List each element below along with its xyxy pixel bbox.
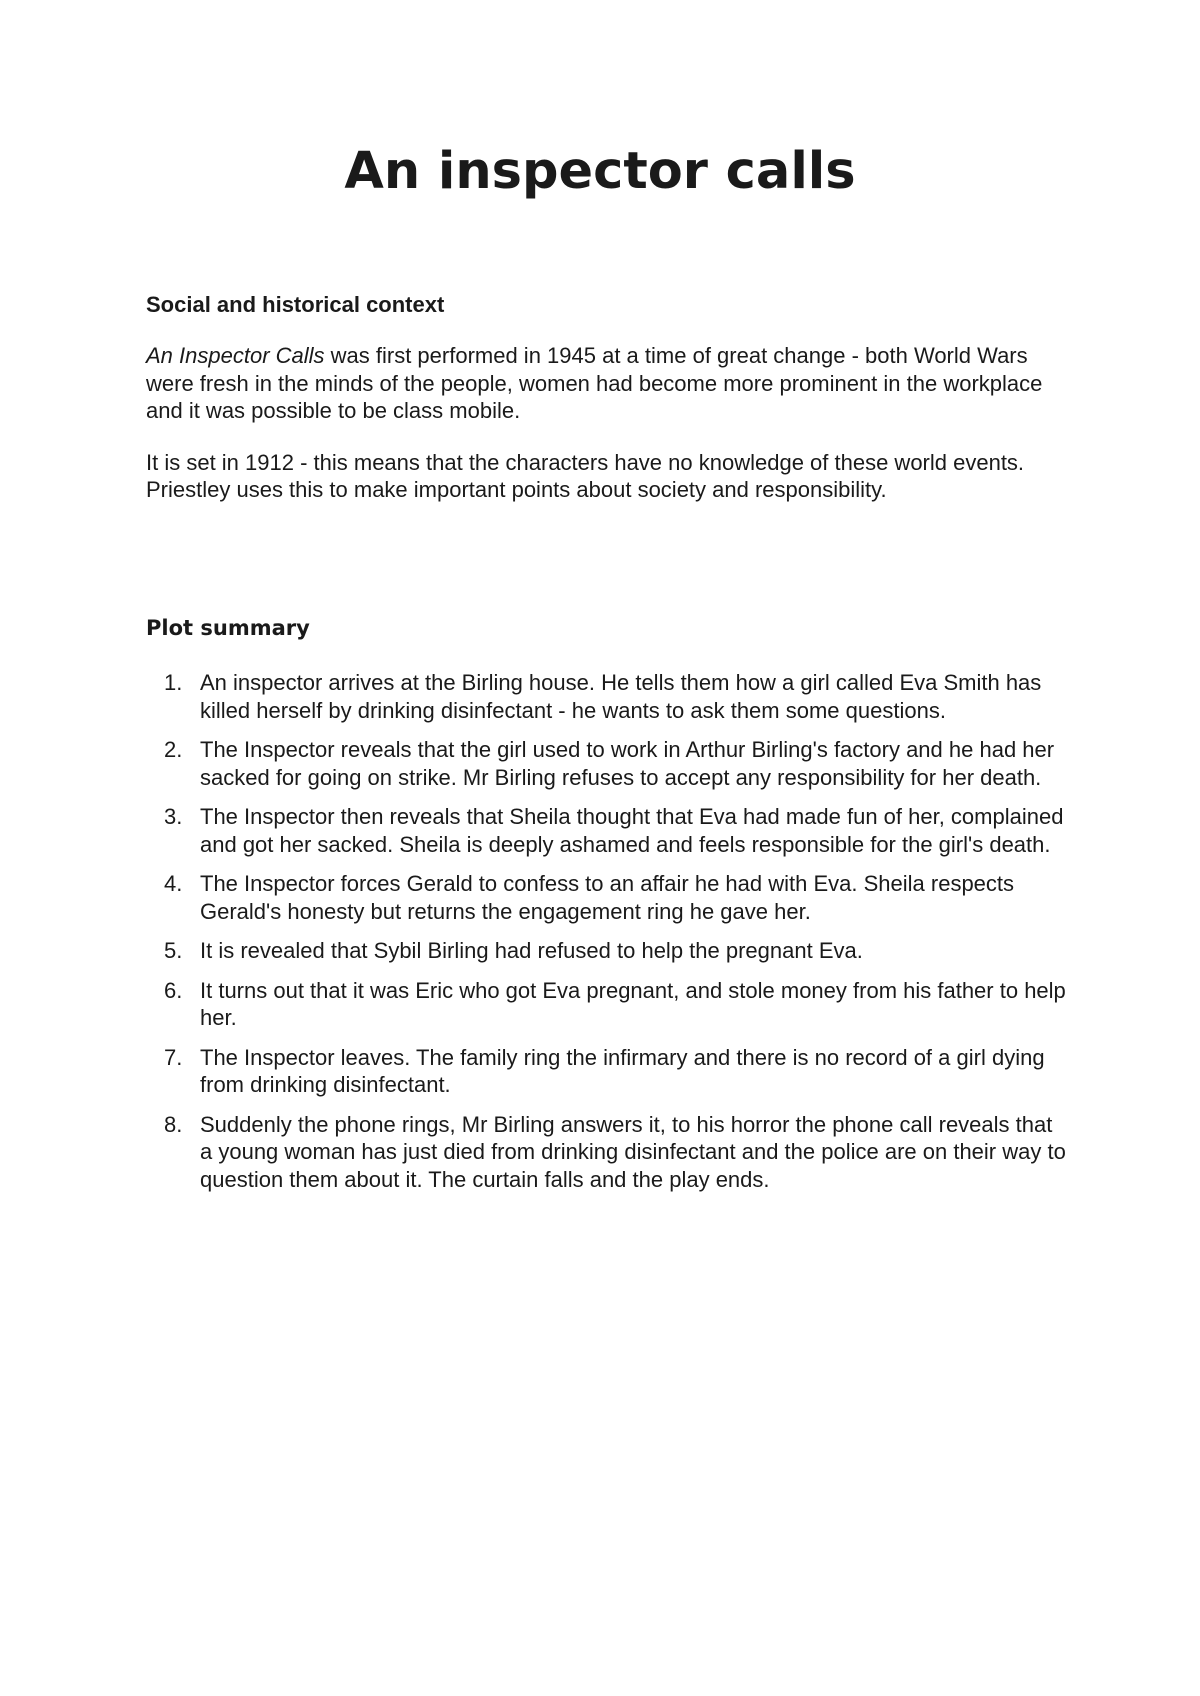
social-context-section <box>146 291 1066 504</box>
plot-summary-section <box>146 614 1066 1205</box>
list-item <box>146 1044 1066 1099</box>
paragraph-1-text: was first performed in 1945 at a time of great change - both World Wars were fresh in the minds of the people, women had become more prominent in the workplace and it was possible to be class mobile. <box>146 343 1043 423</box>
list-item-number: 2. <box>164 737 183 762</box>
list-item <box>146 977 1066 1032</box>
list-item-text: Suddenly the phone rings, Mr Birling answers it, to his horror the phone call reveals that a young woman has just died from drinking disinfectant and the police are on their way to question them about it. The curtain falls and the play ends. <box>200 1111 1066 1192</box>
plot-summary-heading: Plot summary <box>146 616 310 640</box>
list-item-text: The Inspector reveals that the girl used to work in Arthur Birling's factory and he had her sacked for going on strike. Mr Birling refuses to accept any responsibility for her death. <box>200 737 1055 790</box>
list-item <box>146 937 1066 965</box>
social-context-paragraph-1 <box>146 342 1066 425</box>
list-item <box>146 669 1066 724</box>
plot-summary-list <box>146 669 1066 1193</box>
list-item-text: The Inspector forces Gerald to confess to an affair he had with Eva. Sheila respects Gerald's honesty but returns the engagement ring he gave her. <box>200 871 1015 924</box>
list-item <box>146 736 1066 791</box>
list-item-number: 4. <box>164 871 183 896</box>
list-item <box>146 870 1066 925</box>
list-item <box>146 803 1066 858</box>
list-item-text: It turns out that it was Eric who got Eva pregnant, and stole money from his father to help her. <box>200 977 1066 1030</box>
list-item-number: 6. <box>164 977 183 1003</box>
list-item-number: 8. <box>164 1111 183 1137</box>
list-item-number: 7. <box>164 1044 183 1070</box>
play-title-italic: An Inspector Calls <box>146 343 325 368</box>
list-item-text: It is revealed that Sybil Birling had refused to help the pregnant Eva. <box>200 938 863 963</box>
list-item-number: 1. <box>164 670 183 695</box>
list-item-text: An inspector arrives at the Birling house. He tells them how a girl called Eva Smith has killed herself by drinking disinfectant - he wants to ask them some questions. <box>200 670 1042 723</box>
social-context-heading: Social and historical context <box>146 292 445 317</box>
list-item <box>146 1111 1066 1194</box>
list-item-number: 5. <box>164 938 183 963</box>
list-item-text: The Inspector leaves. The family ring the infirmary and there is no record of a girl dying from drinking disinfectant. <box>200 1044 1045 1097</box>
document-title: An inspector calls <box>344 142 856 201</box>
list-item-text: The Inspector then reveals that Sheila thought that Eva had made fun of her, complained and got her sacked. Sheila is deeply ashamed and feels responsible for the girl's death. <box>200 804 1064 857</box>
list-item-number: 3. <box>164 804 183 829</box>
social-context-paragraph-2: It is set in 1912 - this means that the characters have no knowledge of these world events. Priestley uses this to make important points about society and responsibility. <box>146 449 1025 502</box>
